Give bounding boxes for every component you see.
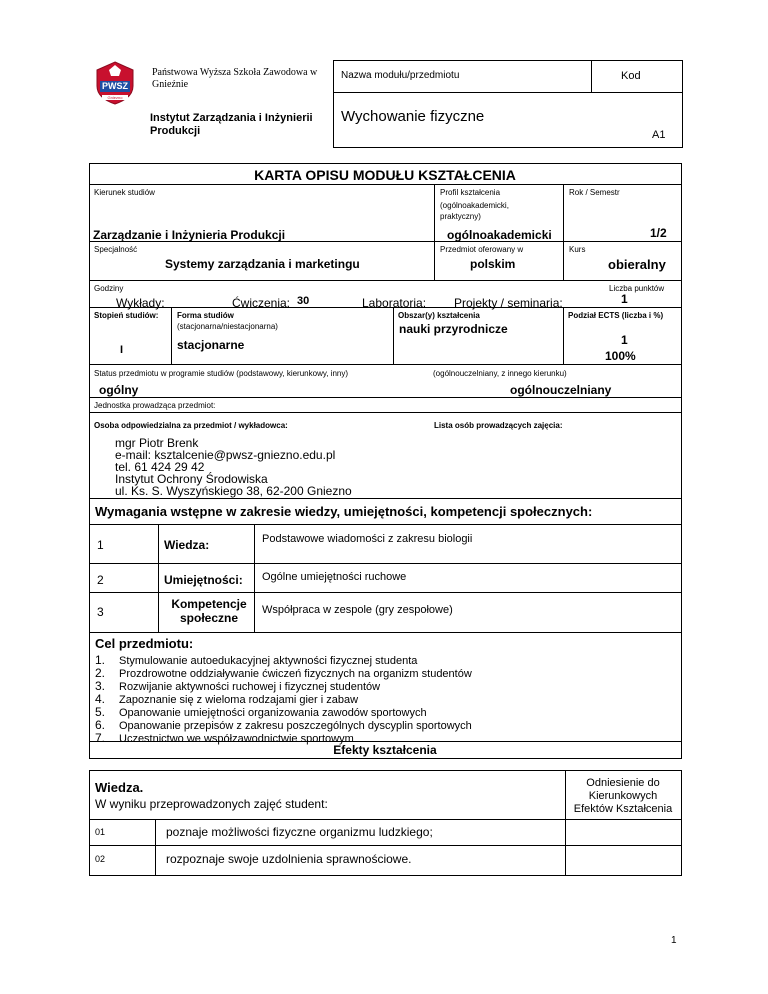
rok-value: 1/2 xyxy=(650,226,667,240)
institute-name: Instytut Zarządzania i Inżynierii Produkcji xyxy=(150,112,313,137)
obszar-value: nauki przyrodnicze xyxy=(399,322,508,336)
req-label-2: Umiejętności: xyxy=(164,573,243,587)
wyklady-label: Wykłady: xyxy=(116,296,165,310)
status-label: Status przedmiotu w programie studiów (podstawowy, kierunkowy, inny) xyxy=(94,369,349,378)
outcome-num-1: 01 xyxy=(95,827,106,837)
jezyk-value: polskim xyxy=(470,257,516,271)
req-text-2: Ogólne umiejętności ruchowe xyxy=(262,571,407,583)
goal-item: 6. Opanowanie przepisów z zakresu poszczególnych dyscyplin sportowych xyxy=(95,718,472,732)
forma-value: stacjonarne xyxy=(177,338,245,352)
logo-subtext: Gniezno xyxy=(107,95,123,100)
module-code: A1 xyxy=(652,129,666,141)
projekty-label: Projekty / seminaria: xyxy=(454,296,563,310)
specjalnosc-value: Systemy zarządzania i marketingu xyxy=(165,257,360,271)
ects-percent: 100% xyxy=(605,349,636,363)
cwiczenia-label: Ćwiczenia: xyxy=(232,296,291,310)
rok-label: Rok / Semestr xyxy=(569,188,620,197)
module-name: Wychowanie fizyczne xyxy=(341,108,485,125)
goal-item: 7. Uczestnictwo we współzawodnictwie sportowym xyxy=(95,731,354,745)
obszar-label: Obszar(y) kształcenia xyxy=(398,311,480,320)
ects-number: 1 xyxy=(621,333,628,347)
forma-label: Forma studiów xyxy=(177,311,234,320)
goal-item: 4. Zapoznanie się z wieloma rodzajami gier i zabaw xyxy=(95,692,359,706)
punkty-value: 1 xyxy=(621,292,628,306)
profil-value: ogólnoakademicki xyxy=(447,228,552,242)
contact-phone: tel. 61 424 29 42 xyxy=(115,460,205,474)
req-label-3: Kompetencje społeczne xyxy=(171,597,247,625)
punkty-label: Liczba punktów xyxy=(609,284,665,293)
code-label: Kod xyxy=(621,70,641,82)
jezyk-label: Przedmiot oferowany w xyxy=(440,245,524,254)
goals-title: Cel przedmiotu: xyxy=(95,636,194,651)
kurs-value: obieralny xyxy=(608,257,666,272)
contact-email[interactable]: e-mail: ksztalcenie@pwsz-gniezno.edu.pl xyxy=(115,448,336,462)
stopien-value: I xyxy=(120,344,124,356)
godziny-label: Godziny xyxy=(94,284,124,293)
goal-item: 5. Opanowanie umiejętności organizowania zawodów sportowych xyxy=(95,705,427,719)
kierunek-value: Zarządzanie i Inżynieria Produkcji xyxy=(93,228,286,242)
logo-text: PWSZ xyxy=(102,81,128,91)
profil-label: Profil kształcenia xyxy=(440,188,501,197)
req-label-1: Wiedza: xyxy=(164,538,210,552)
contact-address: ul. Ks. S. Wyszyńskiego 38, 62-200 Gniezno xyxy=(115,484,352,498)
req-text-3: Współpraca w zespole (gry zespołowe) xyxy=(262,604,453,616)
page-number: 1 xyxy=(671,935,677,946)
outcome-num-2: 02 xyxy=(95,854,106,864)
module-name-label: Nazwa modułu/przedmiotu xyxy=(341,70,460,81)
contact-block xyxy=(115,437,352,497)
requirements-title: Wymagania wstępne w zakresie wiedzy, umiejętności, kompetencji społecznych: xyxy=(95,504,593,519)
ects-label: Podział ECTS (liczba i %) xyxy=(568,311,664,320)
lista-label: Lista osób prowadzących zajęcia: xyxy=(434,421,563,430)
goal-item: 3. Rozwijanie aktywności ruchowej i fizycznej studentów xyxy=(95,679,381,693)
contact-name: mgr Piotr Brenk xyxy=(115,436,199,450)
ogolnouczelniany-value: ogólnouczelniany xyxy=(510,383,612,397)
req-text-1: Podstawowe wiadomości z zakresu biologii xyxy=(262,533,473,545)
req-num-2: 2 xyxy=(97,573,104,587)
goal-item: 1. Stymulowanie autoedukacyjnej aktywności fizycznej studenta xyxy=(95,653,418,667)
kurs-label: Kurs xyxy=(569,245,586,254)
req-num-1: 1 xyxy=(97,538,104,552)
outcome-text-1: poznaje możliwości fizyczne organizmu ludzkiego; xyxy=(166,825,433,839)
outcomes-title: Efekty kształcenia xyxy=(333,743,437,757)
goals-list xyxy=(95,654,655,745)
reference-label: Odniesienie do Kierunkowych Efektów Kształcenia xyxy=(573,777,673,815)
outcome-text-2: rozpoznaje swoje uzdolnienia sprawnościowe. xyxy=(166,852,412,866)
forma-sublabel: (stacjonarna/niestacjonarna) xyxy=(177,322,278,331)
school-logo xyxy=(92,60,138,106)
school-name: Państwowa Wyższa Szkoła Zawodowa w Gnieźnie xyxy=(152,67,318,90)
wiedza-subtitle: W wyniku przeprowadzonych zajęć student: xyxy=(95,797,328,811)
status-value: ogólny xyxy=(99,383,139,397)
card-title: KARTA OPISU MODUŁU KSZTAŁCENIA xyxy=(254,167,516,183)
contact-institute: Instytut Ochrony Środowiska xyxy=(115,472,268,486)
wiedza-title: Wiedza. xyxy=(95,780,144,795)
profil-sublabel: (ogólnoakademicki, praktyczny) xyxy=(440,201,509,221)
laboratoria-label: Laboratoria: xyxy=(362,296,427,310)
osoba-label: Osoba odpowiedzialna za przedmiot / wykładowca: xyxy=(94,421,288,430)
kierunek-label: Kierunek studiów xyxy=(94,188,155,197)
ogolnouczelniany-label: (ogólnouczelniany, z innego kierunku) xyxy=(433,369,567,378)
goal-item: 2. Prozdrowotne oddziaływanie ćwiczeń fizycznych na organizm studentów xyxy=(95,666,472,680)
stopien-label: Stopień studiów: xyxy=(94,311,159,320)
jednostka-label: Jednostka prowadząca przedmiot: xyxy=(94,401,216,410)
cwiczenia-value: 30 xyxy=(297,295,310,307)
specjalnosc-label: Specjalność xyxy=(94,245,138,254)
req-num-3: 3 xyxy=(97,605,104,619)
